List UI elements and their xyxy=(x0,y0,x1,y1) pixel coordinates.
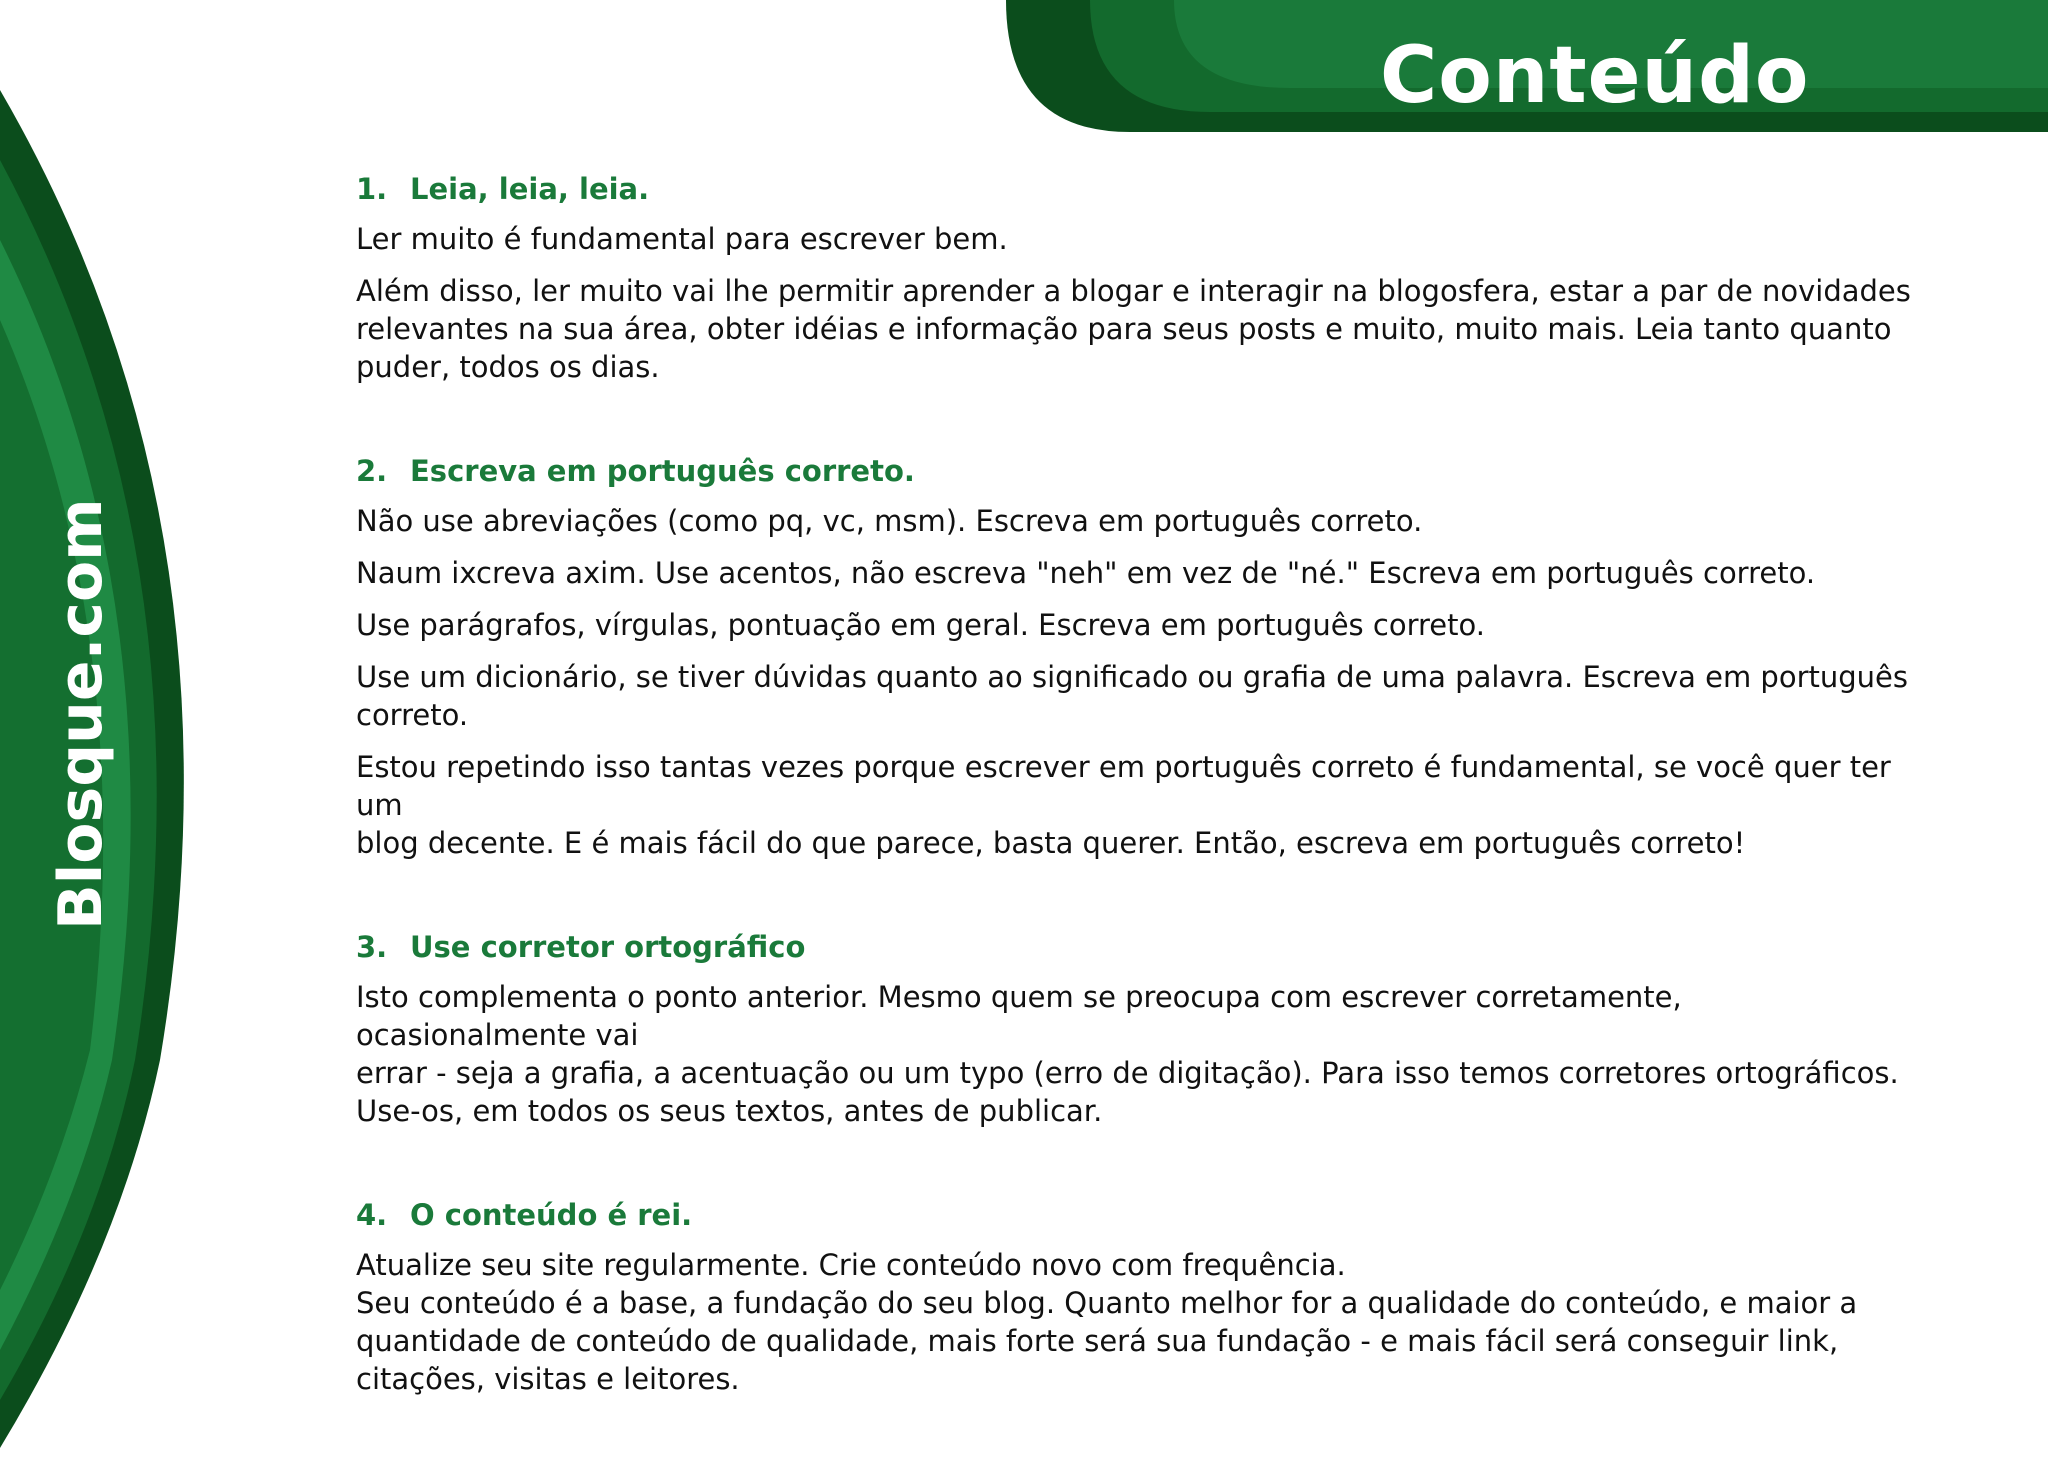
section-1 xyxy=(356,170,1916,386)
section-title: Use corretor ortográfico xyxy=(410,930,806,964)
section-title: Escreva em português correto. xyxy=(410,454,915,488)
paragraph xyxy=(356,658,1916,734)
paragraph xyxy=(356,502,1916,540)
paragraph xyxy=(356,220,1916,258)
section-number: 4. xyxy=(356,1198,388,1232)
section-title: O conteúdo é rei. xyxy=(410,1198,693,1232)
text-line: blog decente. E é mais fácil do que parece, basta querer. Então, escreva em português correto! xyxy=(356,826,1746,860)
page-title: Conteúdo xyxy=(1380,31,1810,121)
section-number: 3. xyxy=(356,930,388,964)
text-line: relevantes na sua área, obter idéias e informação para seus posts e muito, muito mais. Leia tanto quanto xyxy=(356,312,1892,346)
text-line: citações, visitas e leitores. xyxy=(356,1362,740,1396)
text-line: Use parágrafos, vírgulas, pontuação em geral. Escreva em português correto. xyxy=(356,608,1485,642)
text-line: Além disso, ler muito vai lhe permitir aprender a blogar e interagir na blogosfera, estar a par de novidades xyxy=(356,274,1911,308)
section-4 xyxy=(356,1196,1916,1398)
brand-logo-text: Blosque.com xyxy=(46,498,116,930)
section-heading xyxy=(356,1196,1916,1234)
section-title: Leia, leia, leia. xyxy=(410,172,650,206)
text-line: puder, todos os dias. xyxy=(356,350,660,384)
text-line: Use um dicionário, se tiver dúvidas quanto ao significado ou grafia de uma palavra. Escreva em português xyxy=(356,660,1908,694)
section-heading xyxy=(356,452,1916,490)
section-2 xyxy=(356,452,1916,862)
paragraph xyxy=(356,978,1916,1130)
section-heading xyxy=(356,170,1916,208)
text-line: Use-os, em todos os seus textos, antes de publicar. xyxy=(356,1094,1103,1128)
main-content xyxy=(356,170,1916,1464)
paragraph xyxy=(356,748,1916,862)
paragraph xyxy=(356,1246,1916,1398)
paragraph xyxy=(356,606,1916,644)
section-heading xyxy=(356,928,1916,966)
paragraph xyxy=(356,554,1916,592)
text-line: Atualize seu site regularmente. Crie conteúdo novo com frequência. xyxy=(356,1248,1346,1282)
paragraph xyxy=(356,272,1916,386)
section-3 xyxy=(356,928,1916,1130)
text-line: Ler muito é fundamental para escrever bem. xyxy=(356,222,1008,256)
text-line: Naum ixcreva axim. Use acentos, não escreva "neh" em vez de "né." Escreva em português correto. xyxy=(356,556,1816,590)
text-line: Estou repetindo isso tantas vezes porque escrever em português correto é fundamental, se você quer ter um xyxy=(356,750,1891,822)
section-number: 2. xyxy=(356,454,388,488)
text-line: Não use abreviações (como pq, vc, msm). Escreva em português correto. xyxy=(356,504,1423,538)
section-number: 1. xyxy=(356,172,388,206)
text-line: errar - seja a grafia, a acentuação ou um typo (erro de digitação). Para isso temos corretores ortográficos. xyxy=(356,1056,1899,1090)
text-line: correto. xyxy=(356,698,469,732)
text-line: quantidade de conteúdo de qualidade, mais forte será sua fundação - e mais fácil será conseguir link, xyxy=(356,1324,1839,1358)
text-line: Isto complementa o ponto anterior. Mesmo quem se preocupa com escrever corretamente, ocasionalmente vai xyxy=(356,980,1682,1052)
text-line: Seu conteúdo é a base, a fundação do seu blog. Quanto melhor for a qualidade do conteúdo, e maior a xyxy=(356,1286,1858,1320)
